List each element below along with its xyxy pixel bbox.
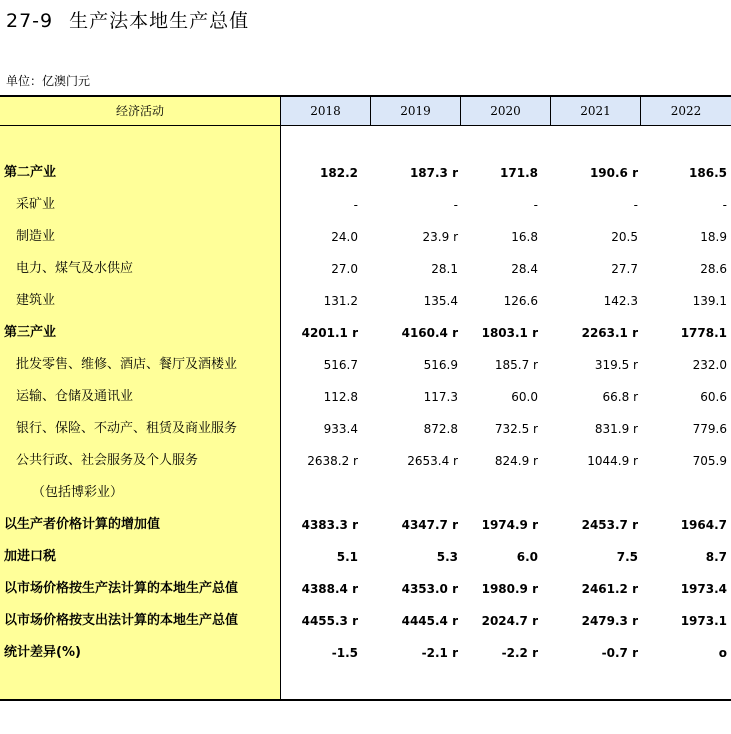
cell-value: 319.5 r [594,358,638,372]
cell-value: 4388.4 r [301,582,358,596]
cell-value: 27.7 [611,262,638,276]
cell-value: 171.8 [500,166,538,180]
table-row [0,349,731,381]
table-row [0,509,731,541]
row-label: 运输、仓储及通讯业 [16,389,134,404]
table-row [0,637,731,669]
cell-value: 117.3 [423,390,458,404]
cell-value: 516.9 [423,358,458,372]
row-label: 建筑业 [16,293,56,308]
page-title [6,6,249,33]
header-year-2021: 2021 [551,97,640,125]
cell-value: 6.0 [516,550,538,564]
table-title: 生产法本地生产总值 [69,10,250,32]
cell-value: 60.6 [700,390,727,404]
table-row [0,285,731,317]
cell-value: 1044.9 r [587,454,638,468]
row-label: 以生产者价格计算的增加值 [4,517,161,532]
cell-value: 66.8 r [602,390,638,404]
cell-value: 933.4 [323,422,358,436]
cell-value: 2263.1 r [581,326,638,340]
table-row [0,477,731,509]
row-label: （包括博彩业） [32,485,124,500]
cell-value: - [722,198,727,212]
table-top-border [0,95,731,97]
cell-value: 705.9 [692,454,727,468]
table-row [0,157,731,189]
header-year-2019: 2019 [371,97,460,125]
row-label: 统计差异(%) [4,645,81,660]
header-divider [550,95,551,125]
table-row [0,605,731,637]
cell-value: 1980.9 r [481,582,538,596]
unit-label: 单位：亿澳门元 [6,74,91,88]
table-number: 27-9 [6,10,54,32]
cell-value: 8.7 [705,550,727,564]
row-label: 加进口税 [4,549,57,564]
cell-value: -2.1 r [421,646,458,660]
cell-value: 2479.3 r [581,614,638,628]
table-bottom-border [0,699,731,701]
cell-value: 20.5 [611,230,638,244]
cell-value: 2461.2 r [581,582,638,596]
cell-value [281,477,358,509]
table-row [0,317,731,349]
cell-value: 831.9 r [594,422,638,436]
row-label: 以市场价格按支出法计算的本地生产总值 [4,613,239,628]
cell-value: -1.5 [331,646,358,660]
cell-value: 112.8 [323,390,358,404]
cell-value: 16.8 [511,230,538,244]
table-row [0,445,731,477]
header-divider [460,95,461,125]
cell-value: 1778.1 [680,326,727,340]
header-activity: 经济活动 [0,97,280,125]
row-label: 制造业 [16,229,56,244]
cell-value: - [533,198,538,212]
table-row [0,221,731,253]
cell-value: 779.6 [692,422,727,436]
table-row [0,381,731,413]
row-label: 第三产业 [4,325,57,340]
cell-value: 139.1 [692,294,727,308]
cell-value: 28.4 [511,262,538,276]
cell-value: 4445.4 r [401,614,458,628]
cell-value: 142.3 [603,294,638,308]
cell-value: 27.0 [331,262,358,276]
cell-value: 60.0 [511,390,538,404]
cell-value: 24.0 [331,230,358,244]
cell-value: 1803.1 r [481,326,538,340]
cell-value: 4455.3 r [301,614,358,628]
cell-value: 1973.4 [680,582,727,596]
cell-value: 2638.2 r [307,454,358,468]
cell-value: 182.2 [320,166,358,180]
cell-value: 872.8 [423,422,458,436]
row-label: 公共行政、社会服务及个人服务 [16,453,199,468]
cell-value: 186.5 [689,166,727,180]
cell-value [461,477,538,509]
cell-value: 1973.1 [680,614,727,628]
row-label: 电力、煤气及水供应 [16,261,134,276]
cell-value: - [453,198,458,212]
table-row [0,253,731,285]
cell-value: 7.5 [616,550,638,564]
cell-value: 131.2 [323,294,358,308]
cell-value: 732.5 r [494,422,538,436]
row-label: 以市场价格按生产法计算的本地生产总值 [4,581,239,596]
cell-value: 4383.3 r [301,518,358,532]
cell-value: 23.9 r [422,230,458,244]
cell-value [641,477,727,509]
header-year-2020: 2020 [461,97,550,125]
cell-value: 232.0 [692,358,727,372]
row-label: 银行、保险、不动产、租赁及商业服务 [16,421,238,436]
cell-value: -0.7 r [601,646,638,660]
cell-value: 5.1 [336,550,358,564]
cell-value: 2453.7 r [581,518,638,532]
cell-value: 28.6 [700,262,727,276]
row-label: 批发零售、维修、酒店、餐厅及酒楼业 [16,357,238,372]
cell-value: - [353,198,358,212]
cell-value: 126.6 [503,294,538,308]
cell-value: 4347.7 r [401,518,458,532]
cell-value: 516.7 [323,358,358,372]
header-year-2022: 2022 [641,97,731,125]
row-label: 采矿业 [16,197,56,212]
table-row [0,573,731,605]
cell-value: 1964.7 [680,518,727,532]
header-year-2018: 2018 [281,97,370,125]
cell-value: 2024.7 r [481,614,538,628]
data-table [0,95,731,701]
header-divider [640,95,641,125]
cell-value: -2.2 r [501,646,538,660]
cell-value: 4201.1 r [301,326,358,340]
cell-value: 185.7 r [494,358,538,372]
cell-value [551,477,638,509]
header-divider [370,95,371,125]
cell-value: - [633,198,638,212]
cell-value: 4353.0 r [401,582,458,596]
row-label: 第二产业 [4,165,57,180]
table-row [0,413,731,445]
cell-value: 18.9 [700,230,727,244]
table-row [0,189,731,221]
cell-value: 28.1 [431,262,458,276]
header-bottom-border [0,125,731,126]
cell-value: 135.4 [423,294,458,308]
cell-value: 824.9 r [494,454,538,468]
cell-value: 1974.9 r [481,518,538,532]
cell-value: 2653.4 r [407,454,458,468]
cell-value: 187.3 r [409,166,458,180]
cell-value [371,477,458,509]
cell-value: o [718,646,727,660]
cell-value: 4160.4 r [401,326,458,340]
table-row [0,541,731,573]
cell-value: 5.3 [436,550,458,564]
cell-value: 190.6 r [589,166,638,180]
